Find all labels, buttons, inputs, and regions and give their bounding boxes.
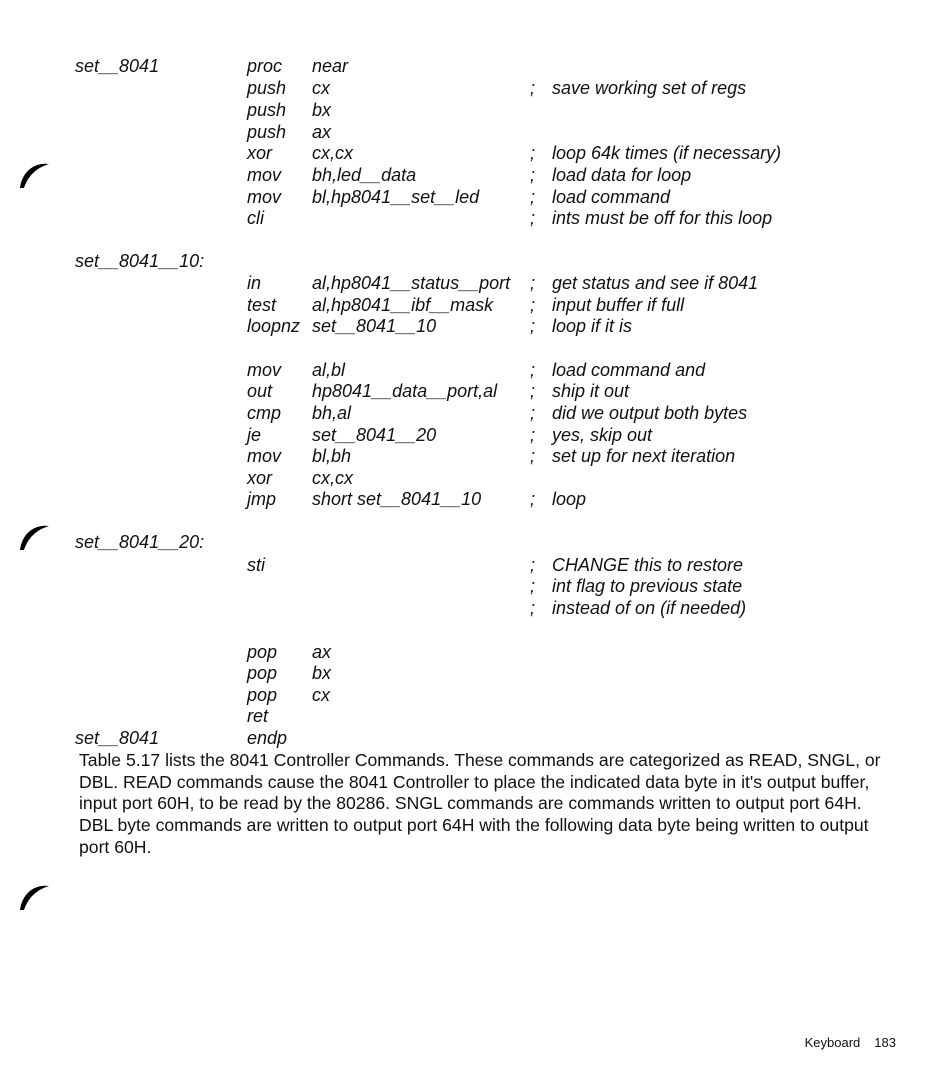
- code-line: [0, 251, 950, 273]
- comment-delimiter: ;: [530, 143, 536, 163]
- code-comment: load command and: [552, 360, 706, 380]
- binding-hole-mark-top: [18, 160, 50, 190]
- code-operand: cx: [312, 78, 330, 98]
- code-comment: did we output both bytes: [552, 403, 748, 423]
- code-opcode: endp: [247, 728, 288, 748]
- binding-hole-mark-bottom: [18, 882, 50, 912]
- code-opcode: pop: [247, 685, 278, 705]
- code-operand: set__8041__10: [312, 316, 437, 336]
- code-line: [0, 446, 950, 468]
- code-opcode: cmp: [247, 403, 282, 423]
- code-label: set__8041: [75, 728, 160, 748]
- code-opcode: sti: [247, 555, 265, 575]
- code-opcode: mov: [247, 446, 282, 466]
- code-line: [0, 532, 950, 554]
- code-opcode: mov: [247, 187, 282, 207]
- code-line: [0, 381, 950, 403]
- code-operand: bh,al: [312, 403, 352, 423]
- code-opcode: mov: [247, 165, 282, 185]
- code-line: [0, 100, 950, 122]
- comment-delimiter: ;: [530, 273, 536, 293]
- code-comment: set up for next iteration: [552, 446, 736, 466]
- comment-delimiter: ;: [530, 360, 536, 380]
- body-paragraph: Table 5.17 lists the 8041 Controller Commands. These commands are categorized as READ, SNGL, or DBL. READ commands cause the 8041 Controller to place the indicated data byte in it's output buffer, input port 60H, to be read by the 80286. SNGL commands are commands written to output port 64H. DBL byte commands are written to output port 64H with the following data byte being written to output port 60H.: [79, 750, 881, 857]
- code-opcode: ret: [247, 706, 269, 726]
- code-comment: input buffer if full: [552, 295, 685, 315]
- code-opcode: pop: [247, 642, 278, 662]
- code-operand: short set__8041__10: [312, 489, 482, 509]
- code-comment: loop if it is: [552, 316, 633, 336]
- code-operand: bx: [312, 663, 332, 683]
- code-operand: al,hp8041__ibf__mask: [312, 295, 494, 315]
- code-line: [0, 403, 950, 425]
- code-opcode: test: [247, 295, 277, 315]
- code-operand: ax: [312, 122, 332, 142]
- code-operand: cx,cx: [312, 143, 354, 163]
- code-line: [0, 143, 950, 165]
- code-operand: near: [312, 56, 349, 76]
- code-operand: set__8041__20: [312, 425, 437, 445]
- comment-delimiter: ;: [530, 208, 536, 228]
- code-operand: bh,led__data: [312, 165, 417, 185]
- code-opcode: jmp: [247, 489, 277, 509]
- code-comment: loop: [552, 489, 587, 509]
- comment-delimiter: ;: [530, 78, 536, 98]
- code-line: [0, 685, 950, 707]
- code-line: [0, 295, 950, 317]
- code-opcode: cli: [247, 208, 264, 228]
- code-line: [0, 360, 950, 382]
- code-comment: instead of on (if needed): [552, 598, 747, 618]
- code-opcode: out: [247, 381, 273, 401]
- code-line: [0, 555, 950, 577]
- code-operand: bl,bh: [312, 446, 352, 466]
- comment-delimiter: ;: [530, 187, 536, 207]
- code-opcode: loopnz: [247, 316, 301, 336]
- footer-section: Keyboard: [804, 1035, 861, 1050]
- code-label: set__8041__20:: [75, 532, 205, 552]
- code-line: [0, 706, 950, 728]
- code-line: [0, 273, 950, 295]
- binding-hole-mark-middle: [18, 522, 50, 552]
- comment-delimiter: ;: [530, 381, 536, 401]
- code-comment: load command: [552, 187, 671, 207]
- code-comment: load data for loop: [552, 165, 692, 185]
- comment-delimiter: ;: [530, 403, 536, 423]
- code-label: set__8041: [75, 56, 160, 76]
- code-operand: ax: [312, 642, 332, 662]
- code-opcode: in: [247, 273, 262, 293]
- code-comment: ints must be off for this loop: [552, 208, 773, 228]
- code-line: [0, 663, 950, 685]
- page-number: 183: [874, 1035, 896, 1050]
- code-line: [0, 425, 950, 447]
- code-line: [0, 642, 950, 664]
- code-operand: bl,hp8041__set__led: [312, 187, 480, 207]
- code-line: [0, 576, 950, 598]
- code-line: [0, 208, 950, 230]
- code-comment: get status and see if 8041: [552, 273, 759, 293]
- code-operand: bx: [312, 100, 332, 120]
- comment-delimiter: ;: [530, 576, 536, 596]
- code-operand: cx,cx: [312, 468, 354, 488]
- code-opcode: proc: [247, 56, 283, 76]
- code-comment: save working set of regs: [552, 78, 747, 98]
- code-opcode: push: [247, 100, 287, 120]
- code-opcode: je: [247, 425, 262, 445]
- code-operand: cx: [312, 685, 330, 705]
- code-operand: hp8041__data__port,al: [312, 381, 498, 401]
- code-line: [0, 122, 950, 144]
- comment-delimiter: ;: [530, 425, 536, 445]
- code-line: [0, 78, 950, 100]
- page-footer: [805, 1035, 896, 1050]
- code-comment: ship it out: [552, 381, 630, 401]
- code-line: [0, 489, 950, 511]
- code-comment: int flag to previous state: [552, 576, 743, 596]
- code-operand: al,hp8041__status__port: [312, 273, 511, 293]
- code-line: [0, 316, 950, 338]
- code-comment: yes, skip out: [552, 425, 653, 445]
- code-opcode: push: [247, 122, 287, 142]
- code-line: [0, 187, 950, 209]
- code-comment: CHANGE this to restore: [552, 555, 744, 575]
- code-line: [0, 56, 950, 78]
- code-opcode: mov: [247, 360, 282, 380]
- comment-delimiter: ;: [530, 598, 536, 618]
- code-opcode: push: [247, 78, 287, 98]
- code-line: [0, 468, 950, 490]
- code-opcode: xor: [247, 468, 273, 488]
- code-line: [0, 598, 950, 620]
- comment-delimiter: ;: [530, 295, 536, 315]
- code-comment: loop 64k times (if necessary): [552, 143, 782, 163]
- comment-delimiter: ;: [530, 489, 536, 509]
- code-line: [0, 728, 950, 750]
- comment-delimiter: ;: [530, 316, 536, 336]
- code-opcode: xor: [247, 143, 273, 163]
- code-line: [0, 165, 950, 187]
- code-operand: al,bl: [312, 360, 346, 380]
- comment-delimiter: ;: [530, 165, 536, 185]
- code-label: set__8041__10:: [75, 251, 205, 271]
- comment-delimiter: ;: [530, 446, 536, 466]
- comment-delimiter: ;: [530, 555, 536, 575]
- code-opcode: pop: [247, 663, 278, 683]
